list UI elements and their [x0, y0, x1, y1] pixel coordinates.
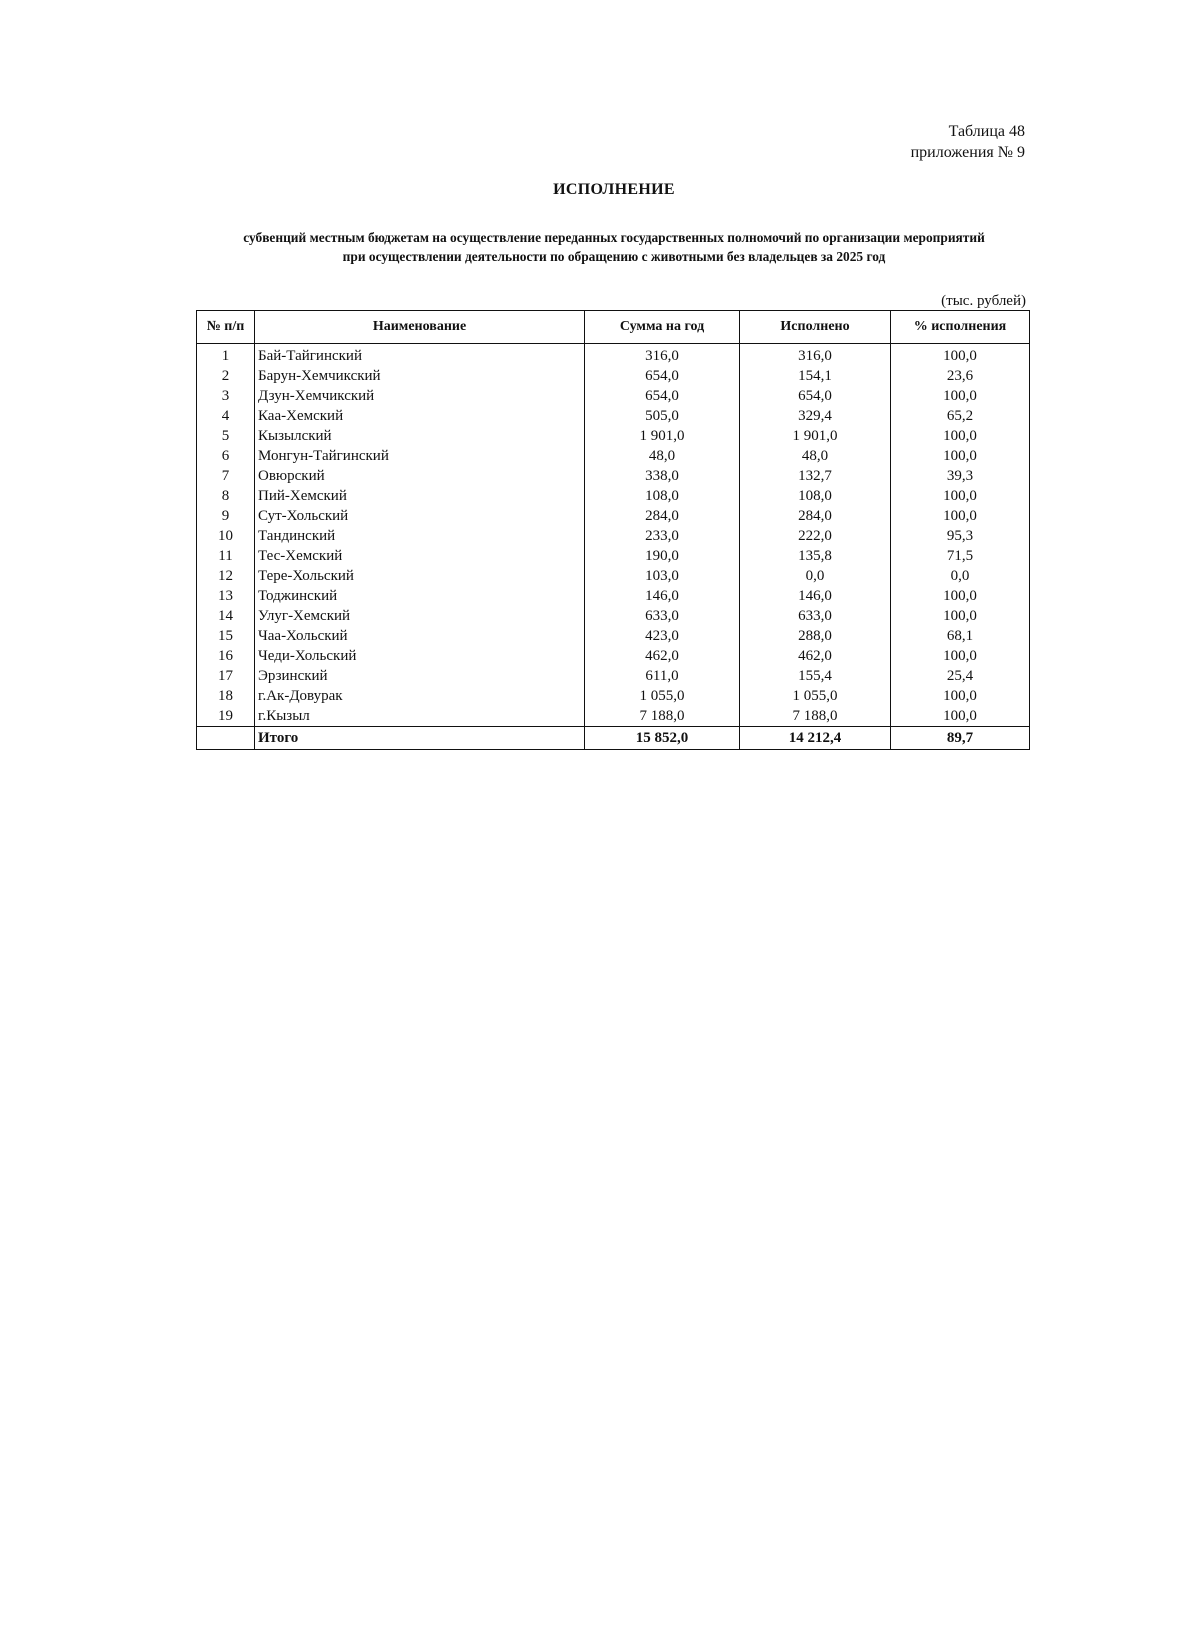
cell-number: 13 [197, 586, 255, 606]
cell-name: Монгун-Тайгинский [255, 446, 585, 466]
cell-name: Барун-Хемчикский [255, 366, 585, 386]
table-total-row [197, 727, 1030, 750]
cell-percent: 25,4 [891, 666, 1030, 686]
table-row [197, 666, 1030, 686]
table-row [197, 366, 1030, 386]
table-reference [911, 121, 1025, 163]
cell-done: 1 901,0 [740, 426, 891, 446]
table-row [197, 386, 1030, 406]
cell-plan: 233,0 [585, 526, 740, 546]
subtitle-line-1: субвенций местным бюджетам на осуществление переданных государственных полномочий по организации мероприятий [243, 230, 985, 245]
cell-name: Чаа-Хольский [255, 626, 585, 646]
cell-done: 462,0 [740, 646, 891, 666]
cell-name: Кызылский [255, 426, 585, 446]
cell-done: 108,0 [740, 486, 891, 506]
column-header-done: Исполнено [740, 311, 891, 344]
cell-done: 7 188,0 [740, 706, 891, 727]
appendix-number: приложения № 9 [910, 144, 1025, 161]
cell-number: 19 [197, 706, 255, 727]
cell-done: 633,0 [740, 606, 891, 626]
cell-number: 2 [197, 366, 255, 386]
cell-done: 0,0 [740, 566, 891, 586]
cell-plan: 1 901,0 [585, 426, 740, 446]
cell-plan: 48,0 [585, 446, 740, 466]
table-row [197, 566, 1030, 586]
cell-percent: 100,0 [891, 506, 1030, 526]
cell-percent: 95,3 [891, 526, 1030, 546]
table-row [197, 646, 1030, 666]
cell-number: 3 [197, 386, 255, 406]
cell-percent: 100,0 [891, 446, 1030, 466]
table-row [197, 446, 1030, 466]
total-cell-number [197, 727, 255, 750]
table-row [197, 546, 1030, 566]
cell-done: 329,4 [740, 406, 891, 426]
cell-plan: 108,0 [585, 486, 740, 506]
cell-done: 654,0 [740, 386, 891, 406]
total-cell-done: 14 212,4 [740, 727, 891, 750]
cell-done: 155,4 [740, 666, 891, 686]
table-row [197, 626, 1030, 646]
cell-plan: 654,0 [585, 366, 740, 386]
cell-name: Тере-Хольский [255, 566, 585, 586]
execution-table [196, 310, 1030, 750]
cell-percent: 100,0 [891, 606, 1030, 626]
cell-percent: 100,0 [891, 646, 1030, 666]
cell-percent: 68,1 [891, 626, 1030, 646]
column-header-plan: Сумма на год [585, 311, 740, 344]
cell-name: Эрзинский [255, 666, 585, 686]
table-row [197, 506, 1030, 526]
cell-done: 135,8 [740, 546, 891, 566]
cell-done: 316,0 [740, 344, 891, 367]
cell-number: 12 [197, 566, 255, 586]
table-header-row [197, 311, 1030, 344]
document-title: ИСПОЛНЕНИЕ [553, 181, 675, 198]
cell-plan: 611,0 [585, 666, 740, 686]
cell-name: Улуг-Хемский [255, 606, 585, 626]
cell-number: 10 [197, 526, 255, 546]
table-row [197, 706, 1030, 727]
cell-plan: 1 055,0 [585, 686, 740, 706]
cell-plan: 633,0 [585, 606, 740, 626]
cell-number: 8 [197, 486, 255, 506]
cell-percent: 100,0 [891, 386, 1030, 406]
cell-number: 17 [197, 666, 255, 686]
cell-number: 15 [197, 626, 255, 646]
cell-number: 9 [197, 506, 255, 526]
cell-percent: 100,0 [891, 344, 1030, 367]
cell-name: Овюрский [255, 466, 585, 486]
cell-done: 146,0 [740, 586, 891, 606]
cell-plan: 103,0 [585, 566, 740, 586]
table-row [197, 406, 1030, 426]
table-row [197, 466, 1030, 486]
table-row [197, 426, 1030, 446]
cell-done: 154,1 [740, 366, 891, 386]
cell-done: 1 055,0 [740, 686, 891, 706]
cell-done: 132,7 [740, 466, 891, 486]
units-label: (тыс. рублей) [941, 293, 1026, 309]
cell-number: 6 [197, 446, 255, 466]
cell-percent: 39,3 [891, 466, 1030, 486]
cell-name: Тоджинский [255, 586, 585, 606]
cell-done: 48,0 [740, 446, 891, 466]
table-row [197, 606, 1030, 626]
cell-plan: 7 188,0 [585, 706, 740, 727]
table-row [197, 526, 1030, 546]
cell-name: Сут-Хольский [255, 506, 585, 526]
cell-number: 5 [197, 426, 255, 446]
table-body [197, 344, 1030, 750]
table-row [197, 486, 1030, 506]
total-cell-name: Итого [255, 727, 585, 750]
cell-percent: 100,0 [891, 706, 1030, 727]
column-header-percent: % исполнения [891, 311, 1030, 344]
cell-plan: 146,0 [585, 586, 740, 606]
cell-name: г.Кызыл [255, 706, 585, 727]
cell-number: 11 [197, 546, 255, 566]
cell-percent: 100,0 [891, 426, 1030, 446]
cell-number: 1 [197, 344, 255, 367]
cell-done: 222,0 [740, 526, 891, 546]
cell-plan: 284,0 [585, 506, 740, 526]
cell-plan: 190,0 [585, 546, 740, 566]
cell-plan: 338,0 [585, 466, 740, 486]
cell-number: 4 [197, 406, 255, 426]
subtitle-line-2: при осуществлении деятельности по обращению с животными без владельцев за 2025 год [342, 249, 886, 264]
column-header-number: № п/п [197, 311, 255, 344]
cell-done: 284,0 [740, 506, 891, 526]
cell-plan: 462,0 [585, 646, 740, 666]
cell-name: Дзун-Хемчикский [255, 386, 585, 406]
cell-number: 14 [197, 606, 255, 626]
cell-percent: 23,6 [891, 366, 1030, 386]
table-row [197, 586, 1030, 606]
cell-name: Тес-Хемский [255, 546, 585, 566]
cell-percent: 65,2 [891, 406, 1030, 426]
total-cell-plan: 15 852,0 [585, 727, 740, 750]
cell-plan: 423,0 [585, 626, 740, 646]
cell-done: 288,0 [740, 626, 891, 646]
cell-number: 16 [197, 646, 255, 666]
table-number: Таблица 48 [948, 123, 1025, 140]
cell-percent: 71,5 [891, 546, 1030, 566]
cell-percent: 100,0 [891, 486, 1030, 506]
cell-name: г.Ак-Довурак [255, 686, 585, 706]
cell-name: Бай-Тайгинский [255, 344, 585, 367]
column-header-name: Наименование [255, 311, 585, 344]
cell-name: Чеди-Хольский [255, 646, 585, 666]
cell-name: Каа-Хемский [255, 406, 585, 426]
document-subtitle [196, 228, 1032, 266]
cell-number: 7 [197, 466, 255, 486]
cell-percent: 100,0 [891, 586, 1030, 606]
cell-percent: 0,0 [891, 566, 1030, 586]
table-row [197, 686, 1030, 706]
table-row [197, 344, 1030, 367]
total-cell-percent: 89,7 [891, 727, 1030, 750]
cell-percent: 100,0 [891, 686, 1030, 706]
cell-plan: 316,0 [585, 344, 740, 367]
cell-name: Пий-Хемский [255, 486, 585, 506]
cell-name: Тандинский [255, 526, 585, 546]
cell-plan: 654,0 [585, 386, 740, 406]
cell-number: 18 [197, 686, 255, 706]
cell-plan: 505,0 [585, 406, 740, 426]
